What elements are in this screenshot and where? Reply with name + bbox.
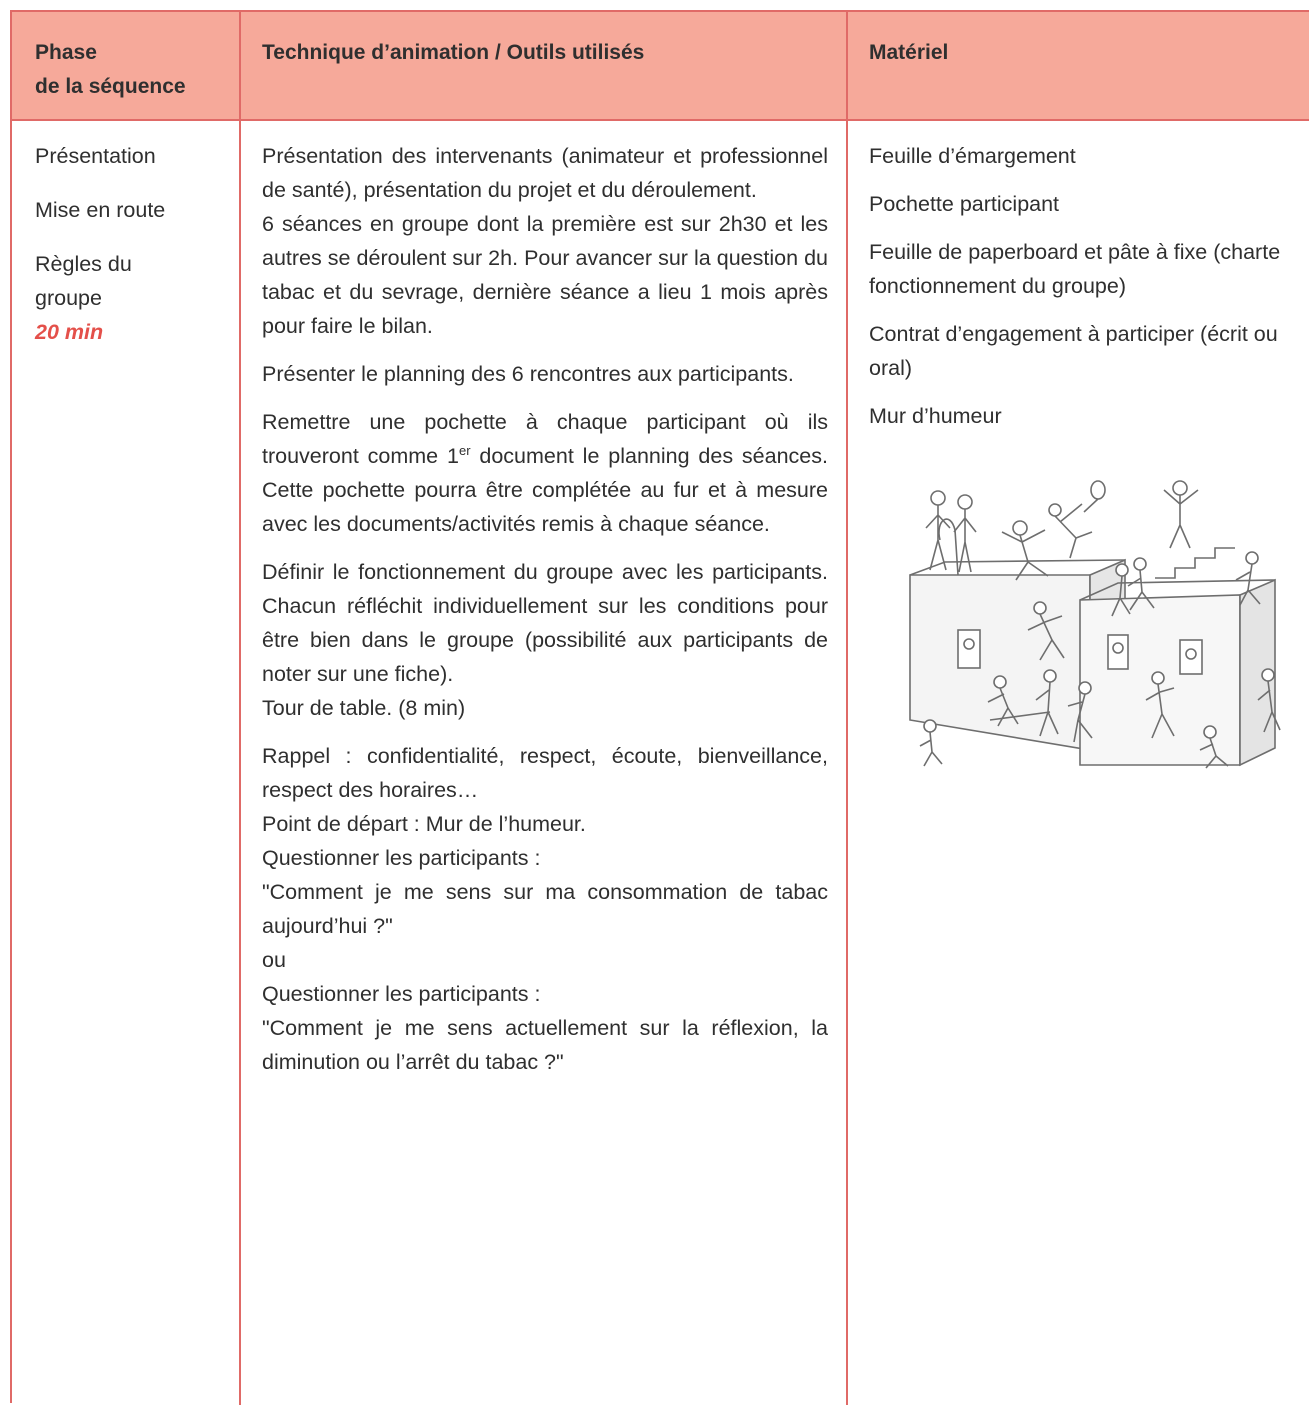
- header-technique: Technique d’animation / Outils utilisés: [262, 41, 645, 64]
- technique-p3: Présenter le planning des 6 rencontres aux participants.: [262, 362, 794, 386]
- materiel-item-paperboard: Feuille de paperboard et pâte à fixe (charte fonctionnement du groupe): [869, 240, 1281, 298]
- technique-p5: Définir le fonctionnement du groupe avec les participants. Chacun réfléchit individuellement sur les conditions pour être bien dans le groupe (possibilité aux participants de noter sur une fiche).: [262, 560, 828, 686]
- technique-p9: "Comment je me sens sur ma consommation de tabac aujourd’hui ?": [262, 880, 828, 938]
- phase-item-mise-en-route: Mise en route: [35, 198, 166, 222]
- technique-p4: [262, 405, 828, 541]
- technique-p7: Point de départ : Mur de l’humeur.: [262, 812, 586, 836]
- technique-p5b: Tour de table. (8 min): [262, 696, 466, 720]
- technique-p4-before: Remettre une pochette à chaque participant où ils trouveront comme 1: [262, 410, 828, 468]
- technique-p10: ou: [262, 948, 286, 972]
- building-people-illustration: [880, 480, 1300, 770]
- table-header-row: [12, 12, 1309, 121]
- materiel-item-mur: Mur d’humeur: [869, 404, 1002, 428]
- header-phase-line2: de la séquence: [35, 75, 186, 98]
- technique-p12: "Comment je me sens actuellement sur la réflexion, la diminution ou l’arrêt du tabac ?": [262, 1016, 828, 1074]
- materiel-cell: [869, 139, 1309, 447]
- technique-p11: Questionner les participants :: [262, 982, 541, 1006]
- column-divider-2: [846, 12, 848, 1405]
- technique-p4-sup: er: [458, 442, 471, 458]
- technique-p4-after: document le planning des séances. Cette pochette pourra être complétée au fur et à mesure avec les documents/activités remis à chaque séance.: [262, 444, 828, 536]
- phase-regles-line1: Règles du: [35, 252, 132, 276]
- technique-p8: Questionner les participants :: [262, 846, 541, 870]
- technique-p1: Présentation des intervenants (animateur et professionnel de santé), présentation du projet et du déroulement.: [262, 144, 828, 202]
- materiel-item-pochette: Pochette participant: [869, 192, 1060, 216]
- header-phase: [35, 36, 225, 104]
- technique-p6: Rappel : confidentialité, respect, écoute, bienveillance, respect des horaires…: [262, 744, 828, 802]
- header-materiel: Matériel: [869, 41, 949, 64]
- materiel-item-emargement: Feuille d’émargement: [869, 144, 1076, 168]
- materiel-item-contrat: Contrat d’engagement à participer (écrit ou oral): [869, 322, 1278, 380]
- phase-item-presentation: Présentation: [35, 144, 156, 168]
- phase-regles-line2: groupe: [35, 286, 102, 310]
- phase-item-regles: [35, 247, 231, 315]
- technique-cell: [262, 139, 828, 1079]
- technique-p2: 6 séances en groupe dont la première est sur 2h30 et les autres se déroulent sur 2h. Pour avancer sur la question du tabac et du sevrage, dernière séance a lieu 1 mois après pour faire le bilan.: [262, 212, 828, 338]
- column-divider-1: [239, 12, 241, 1405]
- phase-duration: 20 min: [35, 320, 104, 344]
- header-phase-line1: Phase: [35, 41, 97, 64]
- phase-cell: [35, 139, 231, 349]
